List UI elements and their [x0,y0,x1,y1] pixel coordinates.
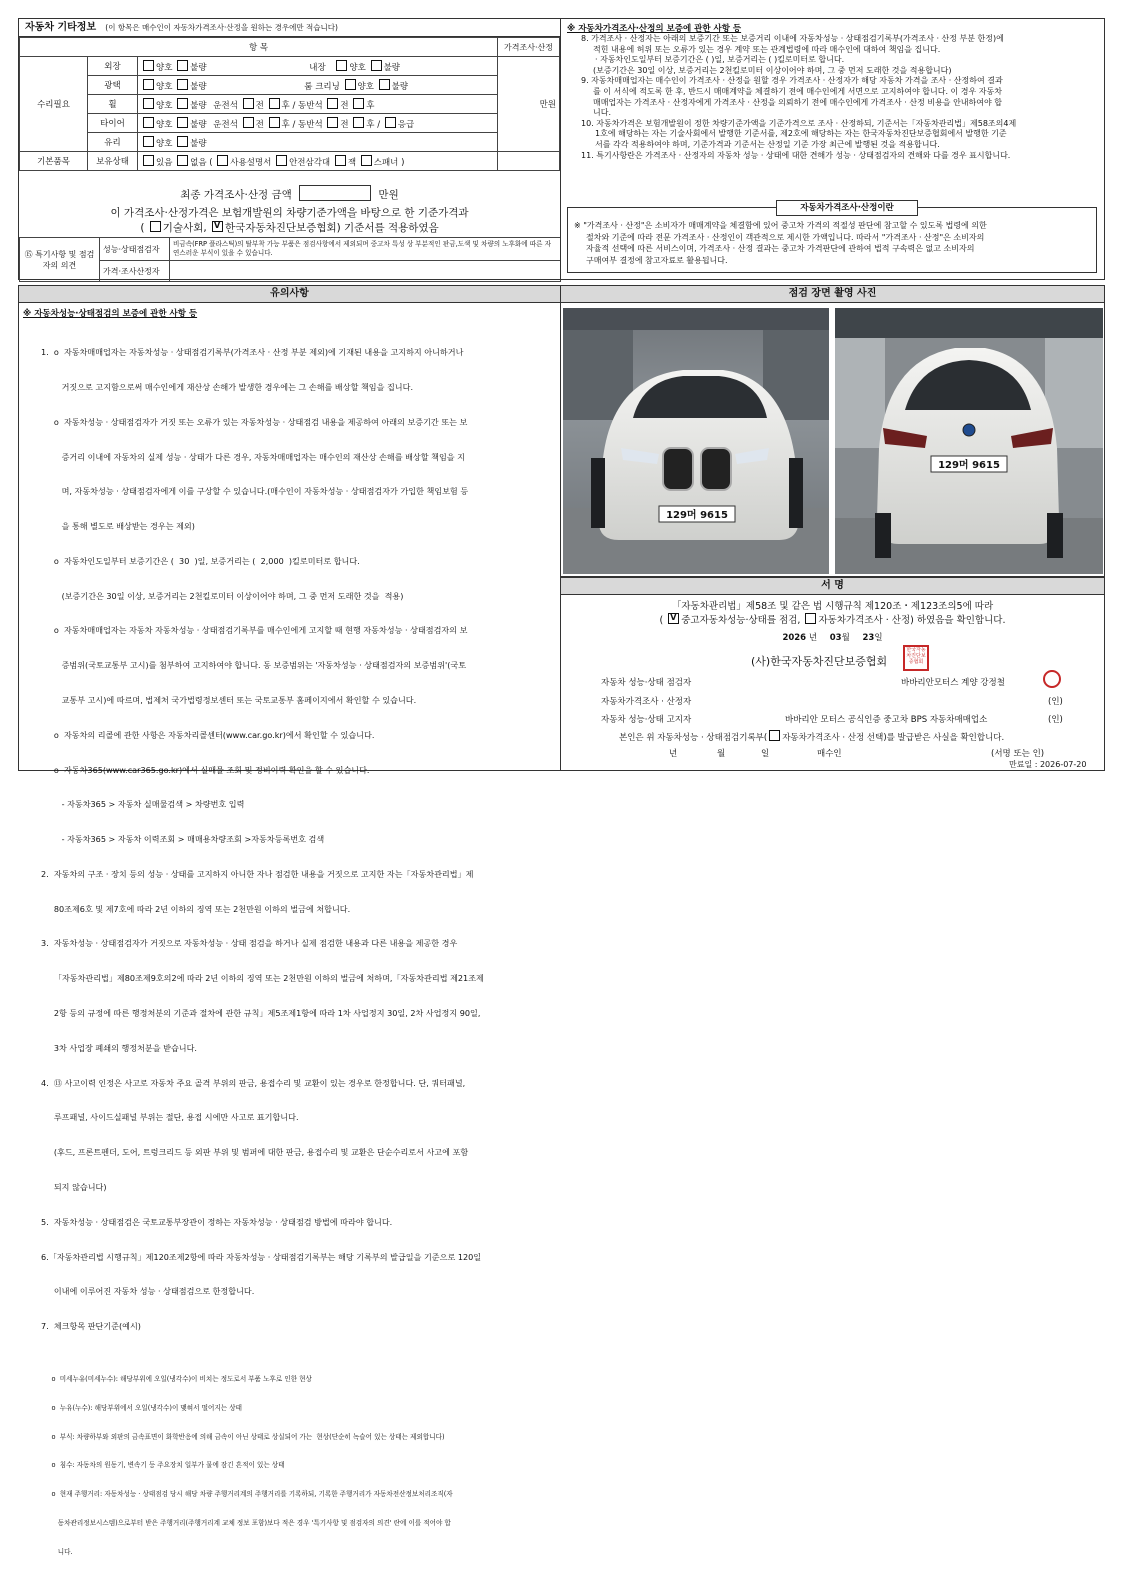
price-examiner-label: 가격·조사산정자 [100,261,170,282]
row-name-wheel: 휠 [88,95,138,114]
price-definition-title: 자동차가격조사·산정이란 [776,200,918,216]
etc-info-table [19,37,560,171]
checkbox[interactable] [177,155,188,166]
buyer-label: 매수인 [817,749,842,759]
checkbox-tech-society[interactable] [150,221,161,232]
row-basic: 있음 없음 ( 사용설명서 안전삼각대 잭 스패너 ) [138,152,498,171]
header-price: 가격조사·산정 [498,38,560,57]
special-label: ⑮ 특기사항 및 점검자의 의견 [20,238,100,282]
checkbox[interactable] [143,98,154,109]
notice-body: 1. o 자동차매매업자는 자동차성능 · 상태점검기록부(가격조사 · 산정 부분 제외)에 기재된 내용을 고지하지 아니하거나 거짓으로 고지함으로써 매수인에게 재산상 손해가 발생한 경우에는 그 손해를 배상할 책임을 집니다. o 자동차성능 · 상태점검자가 거짓 또는 오류가 있는 자동차성능 · 상태점검 내용을 제공하여 아래의 보증기간 또는 보 증거리 이내에 자동차의 실제 성능 · 상태가 다른 경우, 자동차매매업자는 매수인의 재산상 손해를 배상할 책임을 지 며, 자동차성능 · 상태점검자에게 이를 구상할 수 있습니다.(매수인이 자동차성능 · 상태점검자가 가입한 책임보험 등 을 통해 별도로 배상받는 경우는 제외) o 자동차인도일부터 보증기간은 ( 30 )일, 보증거리는 ( 2,000 )킬로미터로 합니다. (보증기간은 30일 이상, 보증거리는 2천킬로미터 이상이어야 하며, 그 중 먼저 도래한 것을 적용) o 자동차매매업자는 자동차 자동차성능 · 상태점검기록부를 매수인에게 고지할 때 현행 자동차성능 · 상태점검자의 보 증범위(국토교통부 고시)를 첨부하여 고지하여야 합니다. 동 보증범위는 '자동차성능 · 상태점검자의 보증범위'(국토 교통부 고시)에 따르며, 법제처 국가법령정보센터 또는 국토교통부 홈페이지에서 확인할 수 있습니다. o 자동차의 리콜에 관한 사항은 자동차리콜센터(www.car.go.kr)에서 확인할 수 있습니다. o 자동차365(www.car365.go.kr)에서 실매물 조회 및 정비이력 확인을 할 수 있습니다. - 자동차365 > 자동차 실매물검색 > 차량번호 입력 - 자동차365 > 자동차 이력조회 > 매매용차량조회 >자동차등록번호 검색 2. 자동차의 구조 · 장치 등의 성능 · 상태를 고지하지 아니한 자나 점검한 내용을 거짓으로 고지한 자는「자동차관리법」제 80조제6호 및 제7호에 따라 2년 이하의 징역 또는 2천만원 이하의 벌금에 처합니다. 3. 자동차성능 · 상태점검자가 거짓으로 자동차성능 · 상태 점검을 하거나 실제 점검한 내용과 다른 내용을 제공한 경우 「자동차관리법」제80조제9호의2에 따라 2년 이하의 징역 또는 2천만원 이하의 벌금에 처하며,「자동차관리법 제21조제 2항 등의 규정에 따른 행정처분의 기준과 절차에 관한 규칙」제5조제1항에 따라 1차 사업정지 30일, 2차 사업정지 90일, 3차 사업장 폐쇄의 행정처분을 받습니다. 4. ⑬ 사고이력 인정은 사고로 자동차 주요 골격 부위의 판금, 용접수리 및 교환이 있는 경우로 한정합니다. 단, 쿼터패널, 루프패널, 사이드실패널 부위는 절단, 용접 시에만 사고로 표기합니다. (후드, 프론트펜더, 도어, 트렁크리드 등 외판 부위 및 범퍼에 대한 판금, 용접수리 및 교환은 단순수리로서 사고에 포함 되지 않습니다) 5. 자동차성능 · 상태점검은 국토교통부장관이 정하는 자동차성능 · 상태점검 방법에 따라야 합니다. 6.「자동차관리법 시행규칙」제120조제2항에 따라 자동차성능 · 상태점검기록부는 해당 기록부의 발급일을 기준으로 120일 이내에 이루어진 자동차 성능 · 상태점검으로 한정합니다. 7. 체크항목 판단기준(예시) [41,347,484,1332]
row-exterior: 양호 불량 내장 양호 불량 [138,57,498,76]
checkbox[interactable] [243,98,254,109]
row-name-tire: 타이어 [88,114,138,133]
notice-criteria: o 미세누유(미세누수): 해당부위에 오일(냉각수)이 비치는 정도로서 부품 노후로 인한 현상 o 누유(누수): 해당부위에서 오일(냉각수)이 맺혀서 떨어지는 상태 o 부식: 차량하부와 외판의 금속표면이 화학반응에 의해 금속이 아닌 상태로 상실되어 가는 현상(단순히 녹슬어 있는 상태는 제외합니다) o 침수: 자동차의 원동기, 변속기 등 주요장치 일부가 물에 잠긴 흔적이 있는 상태 o 현재 주행거리: 자동차성능 · 상태점검 당시 해당 차량 주행거리계의 주행거리를 기록하되, 기록한 주행거리가 자동차전산정보처리조직(자 동차관리정보시스템)으로부터 받은 주행거리(주행거리계 교체 정보 포함)보다 적은 경우 '특기사항 및 점검자의 의견' 란에 이를 적어야 합 니다. [41,1375,453,1556]
sig-row-mark-2: (인) [1048,697,1063,707]
final-price-block [19,179,560,237]
etc-info-section [18,18,561,280]
row-wheel: 양호 불량 운전석 전 후 / 동반석 전 후 [138,95,498,114]
sig-row-label-3: 자동차 성능·상태 고지자 [601,715,692,725]
checkbox[interactable] [371,60,382,71]
checkbox[interactable] [335,155,346,166]
checkbox[interactable] [269,117,280,128]
checkbox[interactable] [217,155,228,166]
checkbox[interactable] [361,155,372,166]
checkbox[interactable] [336,60,347,71]
checkbox[interactable] [177,79,188,90]
etc-info-header [19,19,560,37]
row-name-glass: 유리 [88,133,138,152]
checkbox[interactable] [143,79,154,90]
checkbox[interactable] [353,117,364,128]
checkbox[interactable] [385,117,396,128]
checkbox[interactable] [243,117,254,128]
receipt-year: 년 [669,749,678,759]
price-guarantee-items: 8. 가격조사 · 산정자는 아래의 보증기간 또는 보증거리 이내에 자동차성능 · 상태점검기록부(가격조사 · 산정 부분 한정)에 적힌 내용에 허위 또는 오류가 있는 경우 계약 또는 관계법령에 따라 매수인에 대하여 책임을 집니다. · 자동차인도일부터 보증기간은 ( )일, 보증거리는 ( )킬로미터로 합니다. (보증기간은 30일 이상, 보증거리는 2천킬로미터 이상이어야 하며, 그 중 먼저 도래한 것을 적용합니다) 9. 자동차매매업자는 매수인이 가격조사 · 산정을 원할 경우 가격조사 · 산정자가 해당 자동차 가격을 조사 · 산정하여 결과 를 이 서식에 적도록 한 후, 반드시 매매계약을 체결하기 전에 매수인에게 서면으로 고지하여야 합니다. 이 경우 자동차 매매업자는 가격조사 · 산정자에게 가격조사 · 산정을 의뢰하기 전에 매수인에게 가격조사 · 산정 비용을 안내하여야 합 니다. 10. 자동차가격은 보험개발원이 정한 차량기준가액을 기준가격으로 조사 · 산정하되, 기준서는「자동차관리법」제58조의4제 1호에 해당하는 자는 기술사회에서 발행한 기준서를, 제2호에 해당하는 자는 한국자동차진단보증협회에서 발행한 기준 서를 각각 적용하여야 하며, 기준가격과 기준서는 산정일 기준 가장 최근에 발행된 것을 적용합니다. 11. 특기사항란은 가격조사 · 산정자의 자동차 성능 · 상태에 대한 견해가 성능 · 상태점검자의 견해와 다를 경우 표시합니다. [581,34,1017,160]
checkbox[interactable] [177,117,188,128]
sig-row-value-1: 바바리안모터스 계양 강정철 [901,678,1005,688]
signature-section [560,577,1105,771]
checkbox-receipt-price[interactable] [769,730,780,741]
checkbox[interactable] [353,98,364,109]
receipt-month: 월 [717,749,726,759]
signature-date: 2026 년 03월 23일 [782,633,883,643]
perf-text: 비금속(FRP 플라스틱)의 탈부착 가능 부품은 점검사항에서 제외되며 중고차 특성 상 부분적인 판금,도색 및 차량의 노후화에 따른 자연스러운 부식이 있을 수 있습니다. [170,238,561,261]
etc-info-note: (이 항목은 매수인이 자동차가격조사·산정을 원하는 경우에만 적습니다) [105,23,338,32]
repair-label: 수리필요 [20,57,88,152]
sign-note: (서명 또는 인) [991,749,1045,759]
photo-section [560,285,1105,577]
receipt-day: 일 [761,749,770,759]
checkbox-perf-check[interactable] [668,613,679,624]
confirm-line: ( V 중고자동차성능·상태를 점검, 자동차가격조사 · 산정) 하였음을 확인합니다. [561,613,1104,627]
header-item: 항 목 [20,38,498,57]
special-table [19,237,561,282]
law-line: 「자동차관리법」제58조 및 같은 법 시행규칙 제120조・제123조의5에 따라 [671,601,994,612]
checkbox[interactable] [269,98,280,109]
checkbox[interactable] [327,98,338,109]
front-plate-text: 129머 9615 [666,510,728,521]
row-glass: 양호 불량 [138,133,498,152]
final-price-input[interactable] [299,185,371,201]
rear-plate-text: 129머 9615 [938,460,1000,471]
row-name-exterior: 외장 [88,57,138,76]
sig-row-label-2: 자동차가격조사 · 산정자 [601,697,692,707]
checkbox-kaida[interactable] [212,221,223,232]
checkbox[interactable] [143,155,154,166]
row-gloss: 양호 불량 룸 크리닝 양호 불량 [138,76,498,95]
checkbox[interactable] [177,98,188,109]
row-name-gloss: 광택 [88,76,138,95]
sig-row-label-1: 자동차 성능·상태 점검자 [601,678,692,688]
rear-car-image [835,308,1103,574]
price-guarantee-section [560,18,1105,280]
price-guarantee-title: ※ 자동차가격조사·산정의 보증에 관한 사항 등 [567,24,742,34]
sig-row-mark-3: (인) [1048,715,1063,725]
notice-title: 유의사항 [19,286,560,303]
sig-row-value-3: 바바리안 모터스 공식인증 중고차 BPS 자동차매매업소 [785,715,988,725]
basic-sub: 보유상태 [88,152,138,171]
inspector-seal [1043,670,1061,688]
etc-info-title: 자동차 기타정보 [25,22,97,33]
rear-car-photo [835,308,1103,574]
signature-org: (사)한국자동차진단보증협회 [751,655,888,668]
checkbox[interactable] [379,79,390,90]
basis-line2: ( 기술사회, V 한국자동차진단보증협회) 기준서를 적용하였음 [19,220,560,235]
price-definition-box [567,203,1097,273]
photo-title: 점검 장면 촬영 사진 [561,286,1104,303]
signature-title: 서 명 [561,578,1104,595]
checkbox[interactable] [143,60,154,71]
basis-line1: 이 가격조사·산정가격은 보험개발원의 차량기준가액을 바탕으로 한 기준가격과 [110,207,469,219]
checkbox-price-check[interactable] [805,613,816,624]
checkbox[interactable] [177,60,188,71]
notice-subtitle: ※ 자동차성능·상태점검의 보증에 관한 사항 등 [23,309,198,319]
checkbox[interactable] [143,117,154,128]
front-car-photo [563,308,829,574]
checkbox[interactable] [345,79,356,90]
checkbox[interactable] [177,136,188,147]
price-unit: 만원 [498,57,560,152]
expiry-date: 만료일 : 2026-07-20 [1009,760,1087,769]
basic-label: 기본품목 [20,152,88,171]
row-tire: 양호 불량 운전석 전 후 / 동반석 전 후 / 응급 [138,114,498,133]
signature-law [561,600,1104,627]
perf-label: 성능·상태점검자 [100,238,170,261]
notice-section [18,285,561,1556]
org-seal: 한국자동차진단보증협회 [903,645,929,671]
checkbox[interactable] [327,117,338,128]
receipt-line: 본인은 위 자동차성능 · 상태점검기록부( 자동차가격조사 · 산정 선택)를 발급받은 사실을 확인합니다. [619,730,1004,743]
checkbox[interactable] [276,155,287,166]
final-unit: 만원 [378,189,399,201]
price-definition-text: ※ "가격조사 · 산정"은 소비자가 매매계약을 체결함에 있어 중고차 가격의 적절성 판단에 참고할 수 있도록 법령에 의한 절차와 기준에 따라 전문 가격조사 · 산정인이 객관적으로 제시한 가액입니다. 따라서 "가격조사 · 산정"은 소비자의 자율적 선택에 따른 서비스이며, 가격조사 · 산정 결과는 중고차 가격판단에 관하여 법적 구속력은 없고 소비자의 구매여부 결정에 참고자료로 활용됩니다. [574,221,987,265]
front-car-image [563,308,829,574]
checkbox[interactable] [143,136,154,147]
final-label: 최종 가격조사·산정 금액 [180,189,292,201]
